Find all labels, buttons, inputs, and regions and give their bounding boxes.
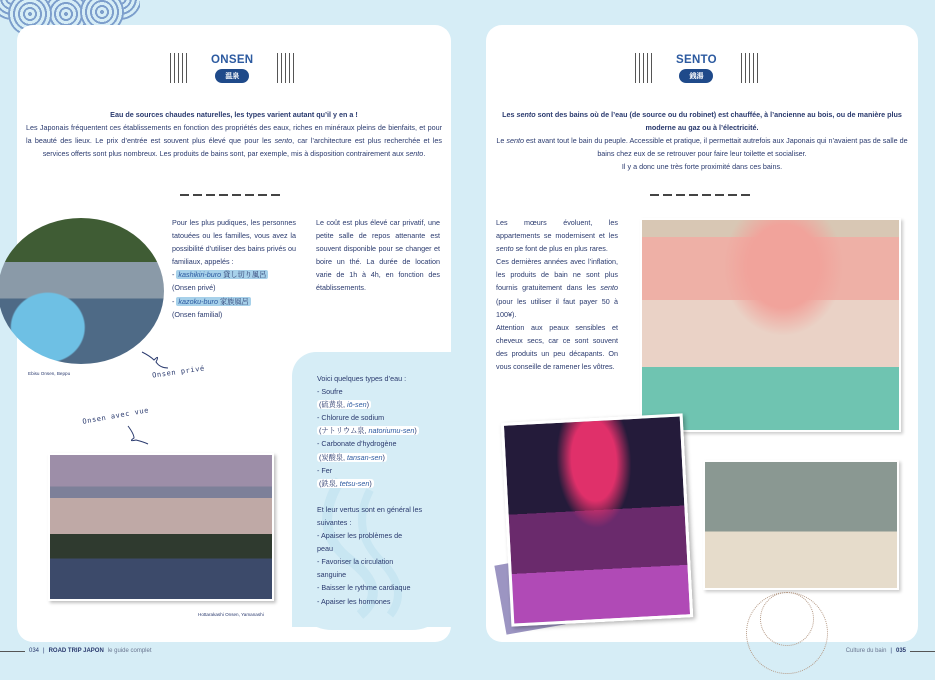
onsen-heading (170, 53, 294, 83)
onsen-intro (26, 108, 442, 160)
intro-lead: Les sento sont des bains où de l’eau (de source ou du robinet) est chauffée, à l’ancienne au bois, ou de manière plus moderne au gaz ou à l’électricité. (502, 110, 902, 132)
sento-mountain-mural-photo (640, 218, 901, 432)
curly-arrow-icon (140, 350, 170, 372)
photo-caption: Hottarakashi Onsen, Yamanashi (198, 612, 264, 617)
dotted-arc-decoration (760, 592, 814, 646)
bars-ornament-icon (635, 53, 652, 83)
water-types-list: Voici quelques types d’eau : - Soufre (硫黄泉, iō-sen) - Chlorure de sodium (ナトリウム泉, natoriumu-sen) - Carbonate d’hydrogène (炭酸泉, tansan-sen) - Fer (鉄泉, tetsu-sen) Et leur vertus sont en général les suivantes : - Apaiser les problèmes de peau - Favoriser la circulation sanguine - Baisser le rythme cardiaque - Apaiser les hormones (317, 374, 423, 606)
bars-ornament-icon (170, 53, 187, 83)
sento-neon-entrance-photo (501, 413, 693, 626)
left-footer: 034 | ROAD TRIP JAPON le guide complet (0, 648, 152, 654)
intro-body: Les Japonais fréquentent ces établissements en fonction des propriétés des eaux, riches en minéraux pleins de bienfaits, et pour la beauté des lieux. Le prix d’entrée est souvent plus élevé que pour les sento, car l’architecture est plus recherchée et les services offerts sont plus nombreux. Les produits de bains sont, par exemple, mis à disposition contrairement aux sento. (26, 123, 442, 158)
intro-lead: Eau de sources chaudes naturelles, les types varient autant qu’il y en a ! (110, 110, 358, 119)
list-item: - kazoku-buro 家族風呂 (172, 296, 249, 306)
cost-column: Le coût est plus élevé car privatif, une petite salle de repos attenante est souvent disponible pour se changer et boire un thé. La durée de location varie de 1h à 4h, en fonction des établissements. (316, 218, 440, 293)
annotation-onsen-prive: Onsen privé (151, 364, 206, 380)
private-baths-column: Pour les plus pudiques, les personnes tatouées ou les familles, vous avez la possibilité d’utiliser des bains privés ou familiaux, appelés : - kashikiri-buro 貸し切り風呂 (Onsen privé) - kazoku-buro 家族風呂 (Onsen familial) (172, 218, 296, 319)
dashed-divider (650, 194, 752, 196)
list-item: - kashikiri-buro 貸し切り風呂 (172, 270, 267, 280)
right-footer: Culture du bain | 035 (846, 648, 935, 654)
sento-interior-photo (703, 460, 899, 590)
annotation-onsen-avec-vue: Onsen avec vue (81, 406, 150, 426)
kanji-pill: 銭湯 (679, 69, 713, 83)
sento-heading (635, 53, 758, 83)
hottarakashi-onsen-photo (48, 453, 274, 601)
sento-column: Les mœurs évoluent, les appartements se modernisent et les sento se font de plus en plus rares. Ces dernières années avec l’inflation, les produits de bain ne sont plus fournis gratuitement dans les sento (pour les utiliser il faut payer 50 à 100¥). Attention aux peaux sensibles et cheveux secs, car ce sont souvent des produits un peu décapants. On vous conseille de ramener les vôtres. (496, 218, 618, 372)
intro-body: Le sento est avant tout le bain du peuple. Accessible et pratique, il permettait autrefois aux Japonais qui n’avaient pas de salle de bains chez eux de se retrouver pour faire leur toilette et socialiser. (496, 136, 908, 158)
ebisu-onsen-photo (0, 218, 164, 364)
dashed-divider (180, 194, 282, 196)
curly-arrow-icon (124, 424, 152, 446)
section-title: ONSEN (211, 53, 254, 66)
section-title: SENTO (676, 53, 717, 66)
photo-caption: Ebisu Onsen, Beppu (28, 371, 71, 376)
bars-ornament-icon (741, 53, 758, 83)
sento-intro: Les sento sont des bains où de l’eau (de source ou du robinet) est chauffée, à l’ancienne au bois, ou de manière plus moderne au gaz ou à l’électricité. Le sento est avant tout le bain du peuple. Accessible et pratique, il permettait autrefois aux Japonais qui n’avaient pas de salle de bains chez eux de se retrouver pour faire leur toilette et socialiser. Il y a donc une très forte proximité dans ces bains. (496, 110, 908, 171)
bars-ornament-icon (277, 53, 294, 83)
kanji-pill: 温泉 (215, 69, 249, 83)
